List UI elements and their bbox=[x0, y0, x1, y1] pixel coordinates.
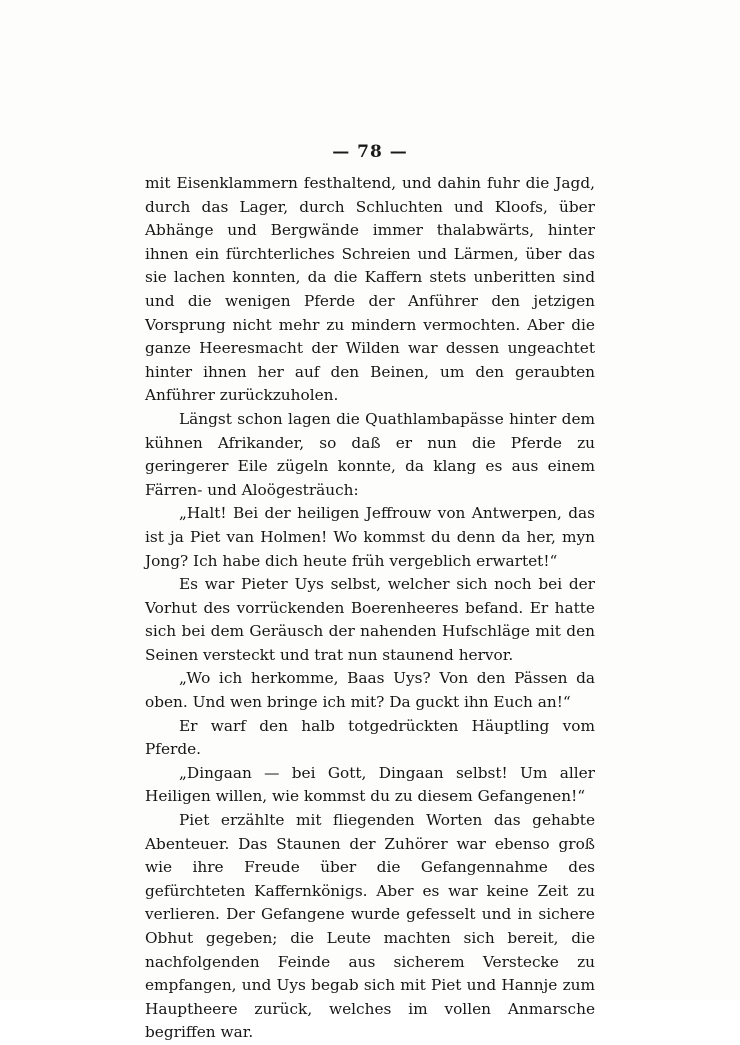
page-number: — 78 — bbox=[332, 142, 408, 162]
paragraph-4: Es war Pieter Uys selbst, welcher sich noch bei der Vorhut des vorrückenden Boerenheeres befand. Er hatte sich bei dem Geräusch der nahenden Hufschläge mit den Seinen versteckt und trat nun staunend hervor. bbox=[145, 575, 595, 664]
paragraph-7: „Dingaan — bei Gott, Dingaan selbst! Um aller Heiligen willen, wie kommst du zu diesem Gefangenen!“ bbox=[145, 763, 595, 806]
paragraph-5: „Wo ich herkomme, Baas Uys? Von den Pässen da oben. Und wen bringe ich mit? Da guckt ihn Euch an!“ bbox=[145, 669, 595, 712]
body-text bbox=[145, 172, 595, 1045]
paragraph-6: Er warf den halb totgedrückten Häuptling vom Pferde. bbox=[145, 716, 595, 759]
paragraph-2: Längst schon lagen die Quathlambapässe hinter dem kühnen Afrikander, so daß er nun die Pferde zu geringerer Eile zügeln konnte, da klang es aus einem Färren- und Aloögesträuch: bbox=[145, 409, 595, 499]
paragraph-8: Piet erzählte mit fliegenden Worten das gehabte Abenteuer. Das Staunen der Zuhörer war ebenso groß wie ihre Freude über die Gefangennahme des gefürchteten Kaffernkönigs. Aber es war keine Zeit zu verlieren. Der Gefangene wurde gefesselt und in sichere Obhut gegeben; die Leute machten sich bereit, die nachfolgenden Feinde aus sicherem Verstecke zu empfangen, und Uys begab sich mit Piet und Hannje zum Hauptheere zurück, welches im vollen Anmarsche begriffen war. bbox=[145, 811, 595, 1042]
paragraph-1: mit Eisenklammern festhaltend, und dahin fuhr die Jagd, durch das Lager, durch Schluchten und Kloofs, über Abhänge und Bergwände immer thalabwärts, hinter ihnen ein fürchterliches Schreien und Lärmen, über das sie lachen konnten, da die Kaffern stets unberitten sind und die wenigen Pferde der Anführer den jetzigen Vorsprung nicht mehr zu mindern vermochten. Aber die ganze Heeresmacht der Wilden war dessen ungeachtet hinter ihnen her auf den Beinen, um den geraubten Anführer zurückzuholen. bbox=[145, 174, 595, 405]
paragraph-3: „Halt! Bei der heiligen Jeffrouw von Antwerpen, das ist ja Piet van Holmen! Wo kommst du denn da her, myn Jong? Ich habe dich heute früh vergeblich erwartet!“ bbox=[145, 504, 595, 570]
